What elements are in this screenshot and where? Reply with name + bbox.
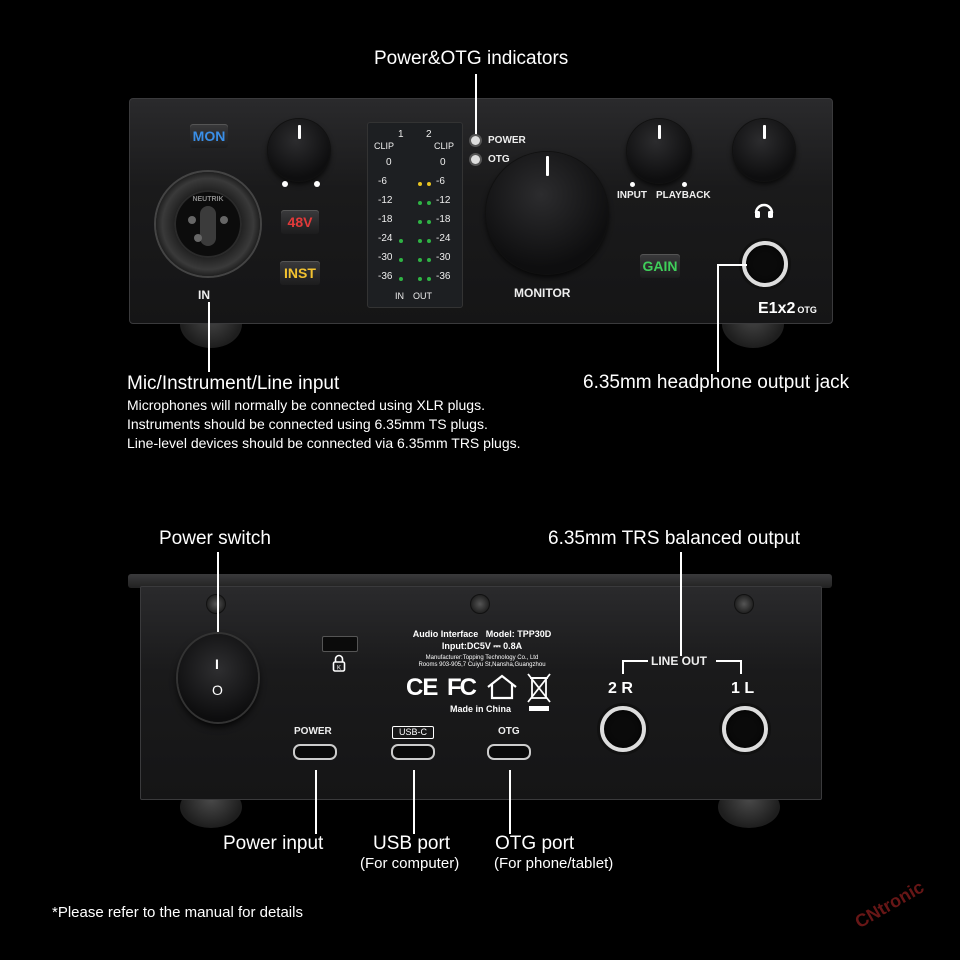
meter-row [368, 195, 462, 213]
product-label [400, 629, 564, 668]
callout-otg-port-sub: (For phone/tablet) [494, 855, 614, 872]
in-label: IN [198, 288, 210, 302]
meter-out-label: OUT [413, 291, 432, 301]
xlr-pin-bottom [194, 234, 202, 242]
rear-panel-section [0, 470, 960, 960]
otg-port[interactable] [487, 744, 531, 760]
inst-button[interactable]: INST [280, 261, 320, 285]
meter-level-right: -12 [436, 195, 451, 206]
label-input: Input:DC5V ⎓ 0.8A [441, 641, 523, 651]
power-port[interactable] [293, 744, 337, 760]
callout-usb-port: USB port [373, 833, 451, 854]
headphone-jack[interactable] [742, 241, 788, 287]
watermark: CNtronic [851, 876, 928, 933]
lock-icon [332, 654, 346, 672]
line-out-2r-jack[interactable] [600, 706, 646, 752]
out-2r-label: 2 R [608, 680, 633, 697]
usbc-port-label: USB-C [392, 726, 434, 739]
mix-dot-input [630, 182, 635, 187]
callout-input-desc-3: Line-level devices should be connected via 6.35mm TRS plugs. [127, 435, 521, 451]
fc-mark: FC [447, 674, 475, 701]
meter-level-left: -30 [378, 252, 393, 263]
phantom-power-button[interactable]: 48V [281, 210, 319, 234]
gain-knob-dot-right [314, 181, 320, 187]
svg-text:K: K [336, 665, 342, 672]
power-led [471, 136, 480, 145]
monitor-knob-indicator [546, 156, 549, 176]
made-in-label: Made in China [450, 704, 512, 714]
playback-label: PLAYBACK [656, 190, 711, 201]
meter-level-right: -18 [436, 214, 451, 225]
meter-row [368, 157, 462, 175]
callout-power-input-line [315, 770, 317, 834]
otg-led [471, 155, 480, 164]
otg-led-label: OTG [488, 154, 510, 165]
callout-input-title: Mic/Instrument/Line input [127, 373, 340, 394]
footnote: *Please refer to the manual for details [52, 904, 303, 921]
meter-ch1: 1 [398, 129, 404, 140]
meter-level-left: 0 [386, 157, 392, 168]
model-name [758, 300, 817, 318]
xlr-pin-left [188, 216, 196, 224]
kensington-slot[interactable] [322, 636, 358, 652]
meter-led-in [399, 258, 403, 262]
screw-left [206, 594, 226, 614]
xlr-brand: NEUTRIK [192, 196, 224, 203]
meter-clip-right: CLIP [434, 141, 455, 151]
meter-level-right: -6 [436, 176, 445, 187]
meter-led-out-1 [418, 201, 422, 205]
meter-led-out-2 [427, 201, 431, 205]
meter-led-out-2 [427, 182, 431, 186]
usbc-port[interactable] [391, 744, 435, 760]
mix-dot-playback [682, 182, 687, 187]
ce-mark: CE [406, 674, 438, 701]
meter-led-out-1 [418, 182, 422, 186]
mix-knob[interactable] [627, 119, 691, 183]
model-name-suffix: OTG [797, 305, 817, 315]
mon-button[interactable]: MON [190, 124, 228, 148]
meter-led-out-1 [418, 239, 422, 243]
meter-row [368, 176, 462, 194]
power-led-label: POWER [488, 135, 526, 146]
gain-knob-dot-left [282, 181, 288, 187]
home-icon [486, 674, 518, 700]
gain-knob[interactable] [268, 119, 330, 181]
xlr-pin-right [220, 216, 228, 224]
meter-level-right: -36 [436, 271, 451, 282]
callout-balanced-output-line [680, 552, 682, 656]
line-out-bracket-left [622, 660, 648, 674]
meter-in-label: IN [395, 291, 404, 301]
callout-input-desc-2: Instruments should be connected using 6.35mm TS plugs. [127, 416, 488, 432]
model-name-main: E1x2 [758, 300, 796, 317]
power-port-label: POWER [294, 726, 332, 737]
power-switch-on-mark: I [215, 656, 219, 672]
label-model: Audio Interface Model: TPP30D [412, 629, 552, 639]
meter-row [368, 271, 462, 289]
headphone-knob-indicator [763, 125, 766, 139]
weee-bin-icon [526, 672, 552, 712]
meter-led-in [399, 277, 403, 281]
power-switch[interactable] [178, 634, 258, 722]
input-label: INPUT [617, 190, 647, 201]
meter-led-out-1 [418, 277, 422, 281]
meter-level-right: -24 [436, 233, 451, 244]
meter-level-left: -36 [378, 271, 393, 282]
gain-button[interactable]: GAIN [640, 254, 680, 278]
power-switch-off-mark: O [212, 682, 223, 698]
screw-right [734, 594, 754, 614]
callout-usb-port-line [413, 770, 415, 834]
label-manufacturer: Manufacturer:Topping Technology Co., Ltd [425, 655, 539, 661]
callout-power-input: Power input [223, 833, 324, 854]
label-address: Rooms 903-905,7 Cuiyu St,Nansha,Guangzhou [418, 662, 546, 668]
line-out-bracket-right [716, 660, 742, 674]
front-panel-section [0, 0, 960, 470]
level-meter [367, 122, 463, 308]
meter-level-right: -30 [436, 252, 451, 263]
callout-usb-port-sub: (For computer) [360, 855, 460, 872]
meter-row [368, 252, 462, 270]
meter-level-right: 0 [440, 157, 446, 168]
meter-level-left: -24 [378, 233, 393, 244]
callout-power-switch: Power switch [159, 528, 271, 549]
meter-level-left: -18 [378, 214, 393, 225]
monitor-label: MONITOR [514, 286, 571, 300]
monitor-knob[interactable] [486, 152, 608, 274]
callout-headphone-line-h [717, 264, 747, 266]
meter-level-left: -12 [378, 195, 393, 206]
callout-otg-port-line [509, 770, 511, 834]
callout-indicators: Power&OTG indicators [374, 48, 569, 69]
callout-balanced-output: 6.35mm TRS balanced output [548, 528, 801, 549]
callout-input-line [208, 302, 210, 372]
meter-led-out-1 [418, 220, 422, 224]
meter-row [368, 214, 462, 232]
callout-indicators-line [475, 74, 477, 136]
meter-led-out-2 [427, 220, 431, 224]
meter-led-out-1 [418, 258, 422, 262]
xlr-insert [174, 190, 242, 258]
meter-row [368, 233, 462, 251]
line-out-label: LINE OUT [651, 654, 707, 668]
headphone-volume-knob[interactable] [733, 119, 795, 181]
callout-headphone-line-v [717, 264, 719, 372]
out-1l-label: 1 L [731, 680, 755, 697]
meter-led-out-2 [427, 239, 431, 243]
callout-input-desc-1: Microphones will normally be connected using XLR plugs. [127, 397, 485, 413]
headphones-icon [753, 201, 775, 219]
meter-led-out-2 [427, 258, 431, 262]
meter-led-in [399, 239, 403, 243]
meter-clip-left: CLIP [374, 141, 395, 151]
screw-center [470, 594, 490, 614]
mix-knob-indicator [658, 125, 661, 139]
xlr-combo-input[interactable] [156, 172, 260, 276]
line-out-1l-jack[interactable] [722, 706, 768, 752]
meter-level-left: -6 [378, 176, 387, 187]
callout-headphone-title: 6.35mm headphone output jack [583, 372, 850, 393]
meter-led-out-2 [427, 277, 431, 281]
meter-ch2: 2 [426, 129, 432, 140]
xlr-pin-slot [200, 206, 216, 246]
callout-otg-port: OTG port [495, 833, 575, 854]
otg-port-label: OTG [498, 726, 520, 737]
gain-knob-indicator [298, 125, 301, 139]
